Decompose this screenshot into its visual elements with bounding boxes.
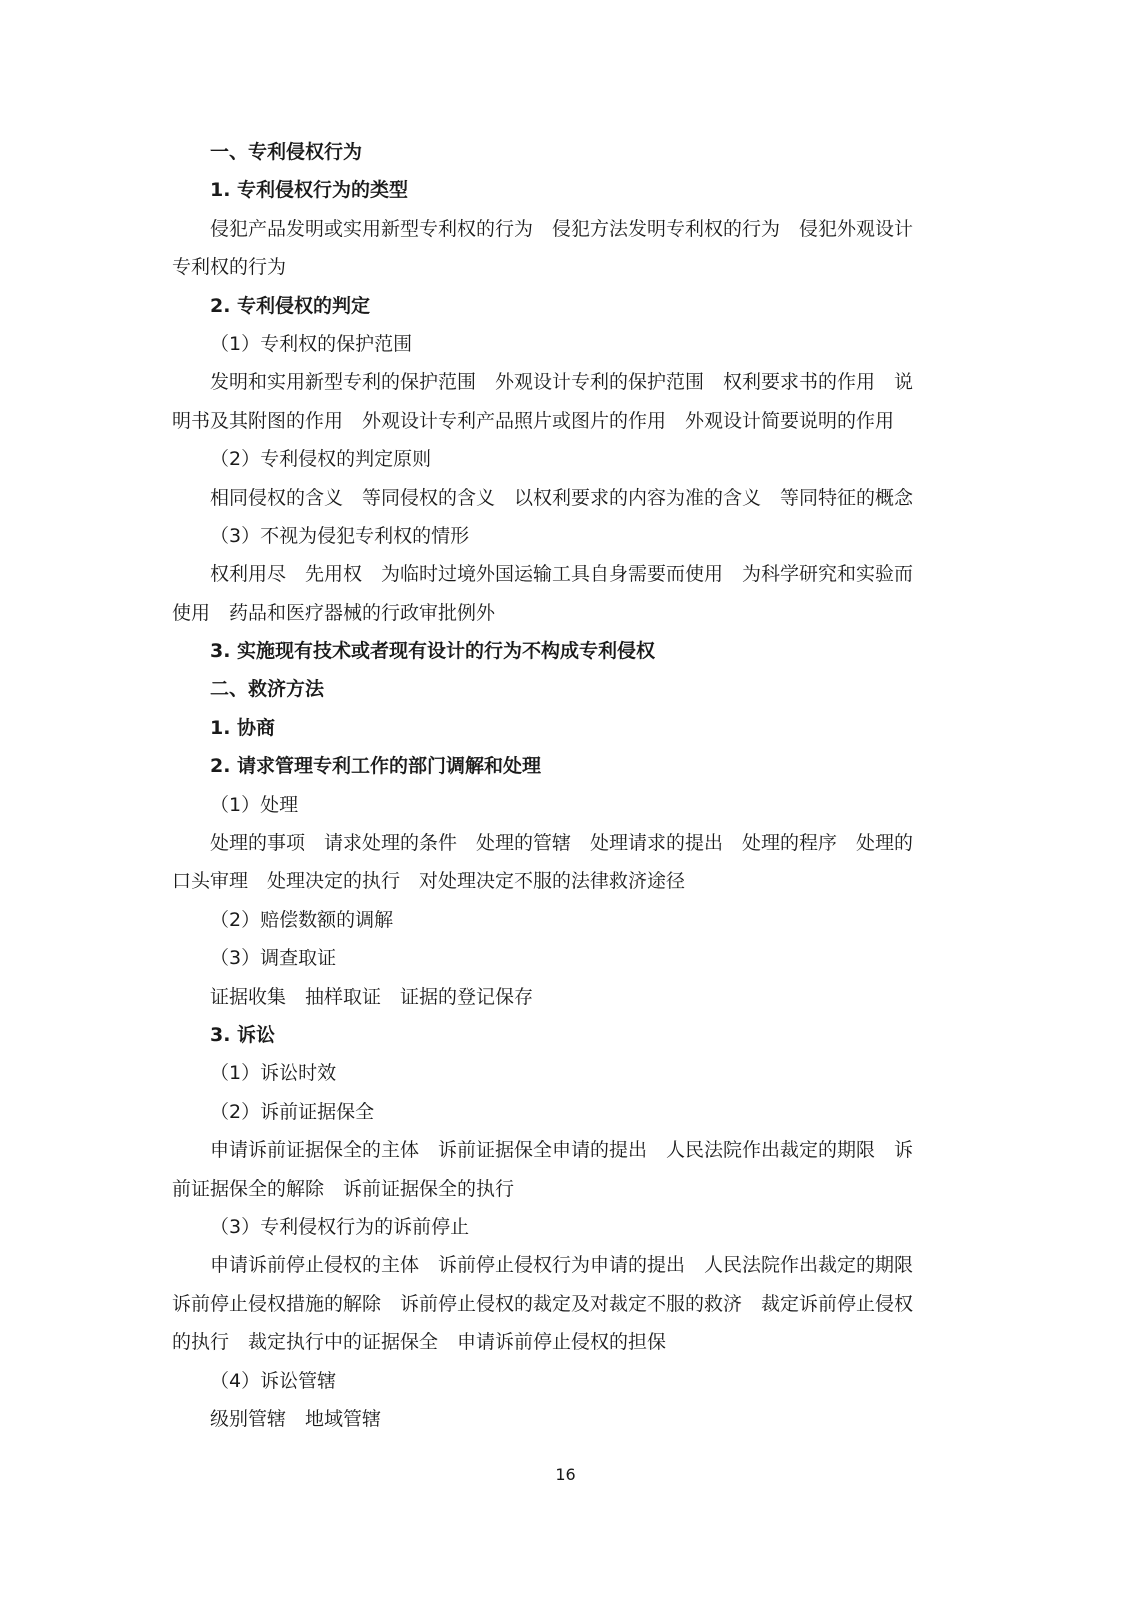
text-line: 1. 专利侵权行为的类型 — [210, 179, 409, 202]
text-line: 权利用尽 先用权 为临时过境外国运输工具自身需要而使用 为科学研究和实验而 — [210, 563, 914, 586]
text-line: 诉前停止侵权措施的解除 诉前停止侵权的裁定及对裁定不服的救济 裁定诉前停止侵权 — [172, 1292, 914, 1315]
text-line: （2）专利侵权的判定原则 — [210, 448, 432, 471]
text-line: （2）赔偿数额的调解 — [210, 908, 394, 931]
text-line: 明书及其附图的作用 外观设计专利产品照片或图片的作用 外观设计简要说明的作用 — [172, 409, 895, 432]
text-line: 相同侵权的含义 等同侵权的含义 以权利要求的内容为准的含义 等同特征的概念 — [210, 486, 914, 509]
text-line: 前证据保全的解除 诉前证据保全的执行 — [172, 1177, 515, 1200]
text-line: 申请诉前停止侵权的主体 诉前停止侵权行为申请的提出 人民法院作出裁定的期限 — [210, 1254, 914, 1277]
text-line: 二、救济方法 — [210, 678, 325, 701]
text-line: （4）诉讼管辖 — [210, 1369, 337, 1392]
text-line: 使用 药品和医疗器械的行政审批例外 — [172, 601, 496, 624]
text-line: （3）不视为侵犯专利权的情形 — [210, 524, 470, 547]
text-line: （1）专利权的保护范围 — [210, 332, 413, 355]
text-line: 侵犯产品发明或实用新型专利权的行为 侵犯方法发明专利权的行为 侵犯外观设计 — [210, 217, 914, 240]
text-line: 的执行 裁定执行中的证据保全 申请诉前停止侵权的担保 — [172, 1331, 667, 1354]
text-line: （1）处理 — [210, 793, 299, 816]
text-line: 2. 专利侵权的判定 — [210, 294, 371, 317]
text-line: 3. 诉讼 — [210, 1023, 276, 1046]
text-line: 处理的事项 请求处理的条件 处理的管辖 处理请求的提出 处理的程序 处理的 — [210, 832, 914, 855]
text-line: 3. 实施现有技术或者现有设计的行为不构成专利侵权 — [210, 640, 656, 663]
text-line: （3）调查取证 — [210, 947, 337, 970]
text-line: 级别管辖 地域管辖 — [210, 1407, 382, 1430]
text-line: 发明和实用新型专利的保护范围 外观设计专利的保护范围 权利要求书的作用 说 — [210, 371, 914, 394]
text-line: 2. 请求管理专利工作的部门调解和处理 — [210, 755, 542, 778]
text-line: （3）专利侵权行为的诉前停止 — [210, 1215, 470, 1238]
text-line: 申请诉前证据保全的主体 诉前证据保全申请的提出 人民法院作出裁定的期限 诉 — [210, 1139, 914, 1162]
text-line: 一、专利侵权行为 — [210, 141, 363, 163]
page-content — [172, 133, 962, 1438]
text-line: 1. 协商 — [210, 716, 276, 739]
text-line: 证据收集 抽样取证 证据的登记保存 — [210, 985, 534, 1008]
text-line: 口头审理 处理决定的执行 对处理决定不服的法律救济途径 — [172, 870, 686, 893]
text-line: 专利权的行为 — [172, 256, 287, 279]
text-line: （1）诉讼时效 — [210, 1062, 337, 1085]
text-line: （2）诉前证据保全 — [210, 1100, 375, 1123]
page-number: 16 — [555, 1465, 576, 1484]
